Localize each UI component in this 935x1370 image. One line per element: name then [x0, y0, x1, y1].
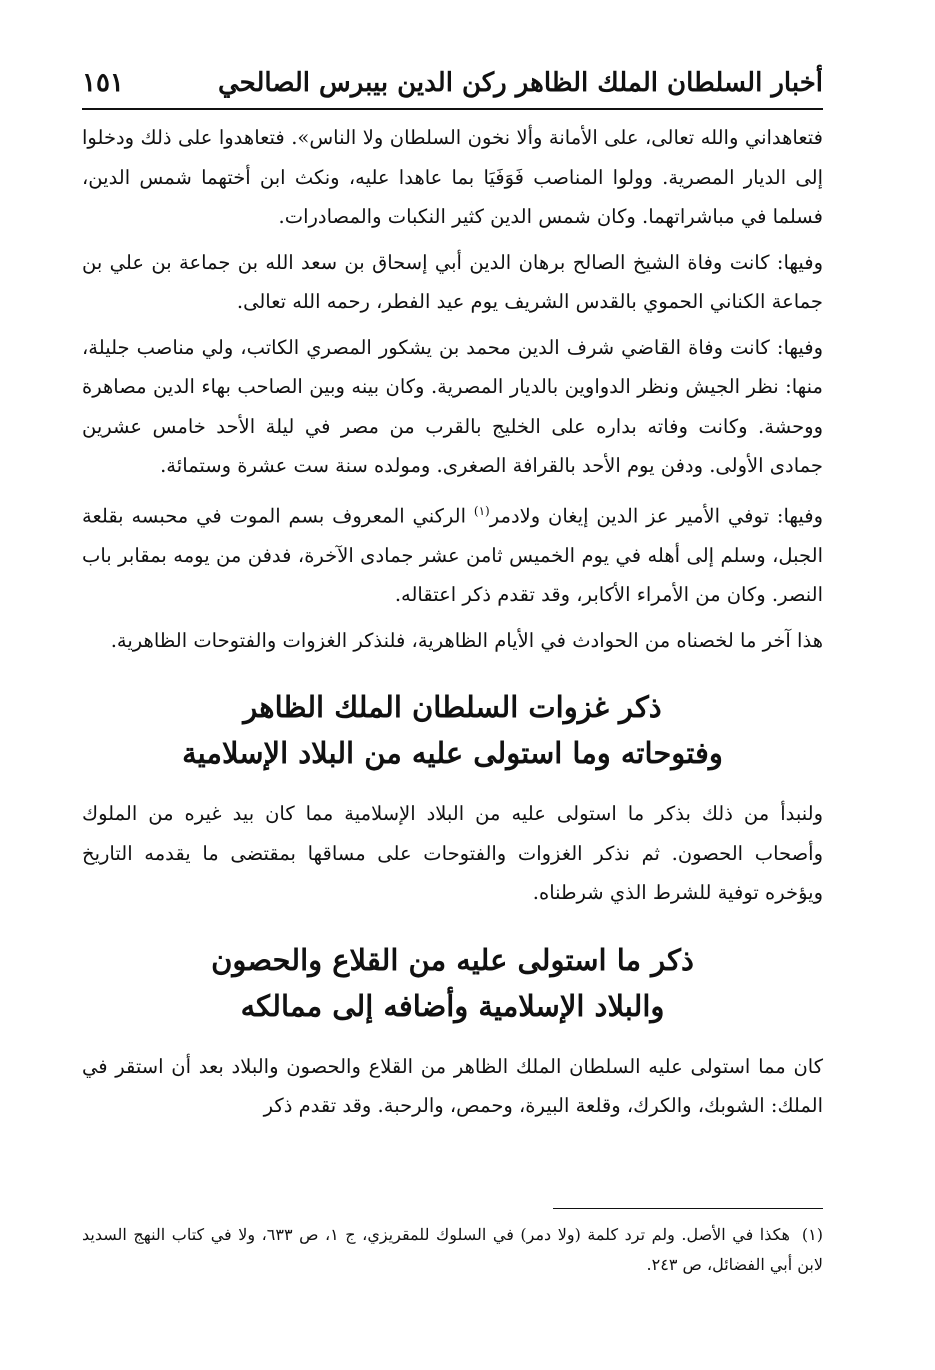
running-title: أخبار السلطان الملك الظاهر ركن الدين بيبرس الصالحي — [218, 68, 823, 98]
paragraph-2: وفيها: كانت وفاة الشيخ الصالح برهان الدين أبي إسحاق بن سعد الله بن جماعة بن علي بن جماعة الكناني الحموي بالقدس الشريف يوم عيد الفطر، رحمه الله تعالى. — [82, 250, 823, 313]
heading-line: وفتوحاته وما استولى عليه من البلاد الإسلامية — [182, 736, 723, 770]
footnote-divider — [553, 1208, 823, 1209]
footnote-number: (١) — [801, 1225, 823, 1244]
page-header — [82, 62, 823, 110]
paragraph-1: فتعاهداني والله تعالى، على الأمانة وألا نخون السلطان ولا الناس». فتعاهدوا على ذلك ودخلوا إلى الديار المصرية. وولوا المناصب فَوَفَيَا بما عاهدا عليه، ونكث ابن أختهما شمس الدين، فسلما في مباشراتهما. وكان شمس الدين كثير النكبات والمصادرات. — [82, 126, 823, 228]
footnote-reference: (١) — [473, 503, 490, 518]
paragraph-4-start: وفيها: توفي الأمير عز الدين إيغان ولادمر — [489, 504, 823, 527]
paragraph-5: هذا آخر ما لخصناه من الحوادث في الأيام الظاهرية، فلنذكر الغزوات والفتوحات الظاهرية. — [110, 628, 823, 652]
footnote-text: هكذا في الأصل. ولم ترد كلمة (ولا دمر) في السلوك للمقريزي، ج ١، ص ٦٣٣، ولا في كتاب النهج السديد لابن أبي الفضائل، ص ٢٤٣. — [82, 1225, 823, 1274]
paragraph-7: كان مما استولى عليه السلطان الملك الظاهر من القلاع والحصون والبلاد بعد أن استقر في الملك: الشوبك، والكرك، وقلعة البيرة، وحمص، والرحبة. وقد تقدم ذكر — [82, 1054, 823, 1117]
section-heading-conquests — [82, 684, 823, 776]
heading-line: والبلاد الإسلامية وأضافه إلى ممالكه — [240, 988, 665, 1023]
paragraph-6: ولنبدأ من ذلك بذكر ما استولى عليه من البلاد الإسلامية مما كان بيد غيره من الملوك وأصحاب الحصون. ثم نذكر الغزوات والفتوحات على مساقها بمقتضى ما يقدمه التاريخ ويؤخره توفية للشرط الذي شرطناه. — [82, 802, 823, 904]
paragraph-4-rest: الركني المعروف بسم الموت في محبسه بقلعة الجبل، وسلم إلى أهله في يوم الخميس ثامن عشر جمادى الآخرة، فدفن من يومه بمقابر باب النصر. وكان من الأمراء الأكابر، وقد تقدم ذكر اعتقاله. — [82, 504, 823, 606]
heading-line: ذكر ما استولى عليه من القلاع والحصون — [211, 942, 694, 977]
page-number: ١٥١ — [82, 68, 124, 98]
heading-line: ذكر غزوات السلطان الملك الظاهر — [243, 690, 662, 724]
paragraph-3: وفيها: كانت وفاة القاضي شرف الدين محمد بن يشكور المصري الكاتب، ولي مناصب جليلة، منها: نظر الجيش ونظر الدواوين بالديار المصرية. وكان بينه وبين الصاحب بهاء الدين مصاهرة ووحشة. وكانت وفاته بداره على الخليج بالقرب من مصر في ليلة الأحد خامس عشرين جمادى الأولى. ودفن يوم الأحد بالقرافة الصغرى. ومولده سنة ست عشرة وستمائة. — [82, 335, 823, 477]
paragraph-4 — [82, 492, 823, 615]
main-text — [82, 118, 823, 1132]
section-heading-castles — [82, 937, 823, 1029]
footnotes — [82, 1220, 823, 1280]
